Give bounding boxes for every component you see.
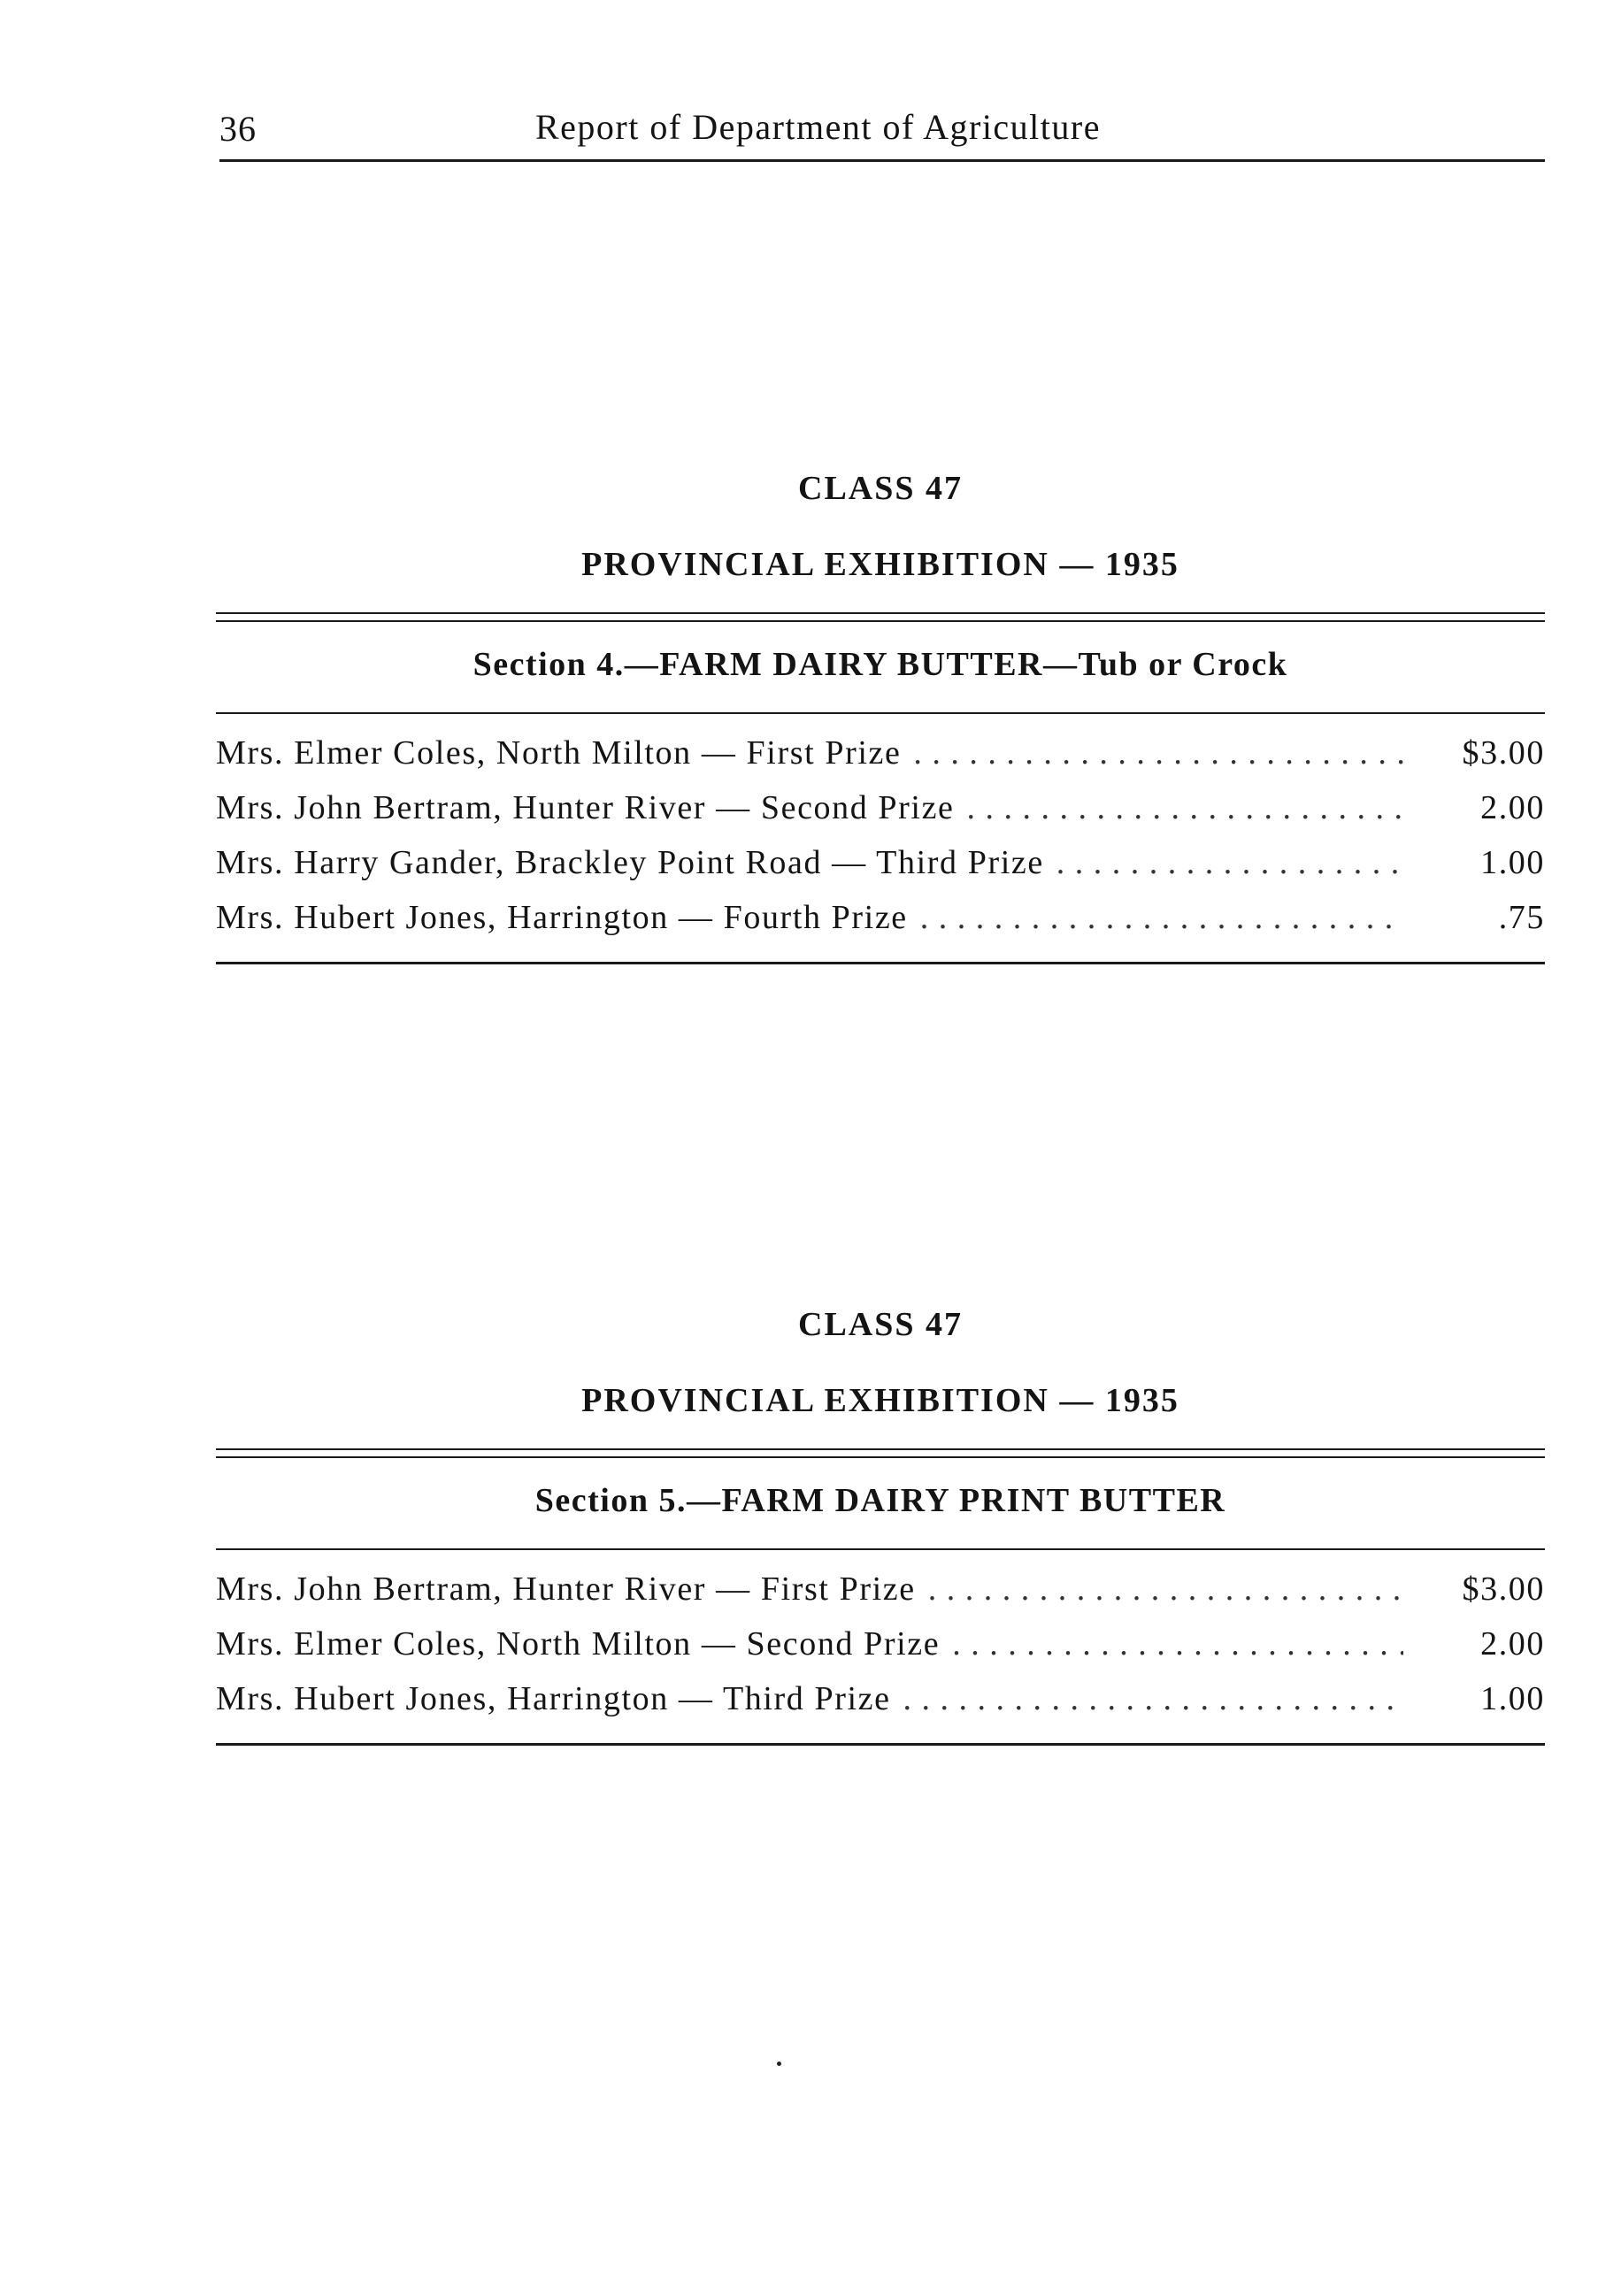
prize-amount: 2.00 <box>1480 1625 1545 1662</box>
prize-amount: $3.00 <box>1462 734 1545 772</box>
dot-leader <box>903 1679 1403 1718</box>
prize-entry <box>216 1679 1545 1734</box>
double-rule <box>216 612 1545 622</box>
prize-winner: Mrs. Hubert Jones, Harrington — Third Prize <box>216 1680 891 1717</box>
prize-amount: $3.00 <box>1462 1570 1545 1608</box>
prize-winner: Mrs. John Bertram, Hunter River — Second Prize <box>216 789 955 826</box>
prize-entry <box>216 1624 1545 1679</box>
prize-block-section-4 <box>216 469 1545 964</box>
exhibition-title: PROVINCIAL EXHIBITION — 1935 <box>581 1382 1179 1419</box>
paper-speck <box>777 2062 781 2066</box>
dot-leader <box>928 1570 1403 1609</box>
dot-leader <box>967 788 1403 827</box>
prize-block-section-5 <box>216 1305 1545 1746</box>
exhibition-title: PROVINCIAL EXHIBITION — 1935 <box>581 546 1179 583</box>
class-title: CLASS 47 <box>798 470 963 507</box>
prize-winner: Mrs. Elmer Coles, North Milton — Second Prize <box>216 1625 941 1662</box>
page-number: 36 <box>219 109 257 149</box>
prize-amount: .75 <box>1498 899 1545 936</box>
dot-leader <box>920 898 1403 937</box>
prize-list <box>216 1570 1545 1734</box>
prize-entry <box>216 843 1545 898</box>
section-title: Section 5.—FARM DAIRY PRINT BUTTER <box>534 1482 1226 1519</box>
double-rule <box>216 1448 1545 1458</box>
dot-leader <box>952 1624 1403 1663</box>
prize-winner: Mrs. Harry Gander, Brackley Point Road — Third Prize <box>216 844 1044 881</box>
prize-entry <box>216 733 1545 788</box>
prize-winner: Mrs. Hubert Jones, Harrington — Fourth Prize <box>216 899 908 936</box>
prize-entry <box>216 898 1545 953</box>
section-rule <box>216 1548 1545 1550</box>
running-title: Report of Department of Agriculture <box>535 107 1101 147</box>
prize-amount: 1.00 <box>1480 1680 1545 1717</box>
prize-winner: Mrs. John Bertram, Hunter River — First Prize <box>216 1570 916 1608</box>
closing-rule <box>216 962 1545 964</box>
dot-leader <box>913 733 1403 772</box>
prize-list <box>216 733 1545 953</box>
section-title: Section 4.—FARM DAIRY BUTTER—Tub or Crock <box>472 646 1288 683</box>
closing-rule <box>216 1743 1545 1746</box>
prize-entry <box>216 788 1545 843</box>
prize-amount: 2.00 <box>1480 789 1545 826</box>
section-rule <box>216 712 1545 714</box>
prize-amount: 1.00 <box>1480 844 1545 881</box>
prize-entry <box>216 1570 1545 1624</box>
prize-winner: Mrs. Elmer Coles, North Milton — First Prize <box>216 734 902 772</box>
dot-leader <box>1056 843 1403 882</box>
class-title: CLASS 47 <box>798 1306 963 1343</box>
header-rule <box>219 159 1545 162</box>
